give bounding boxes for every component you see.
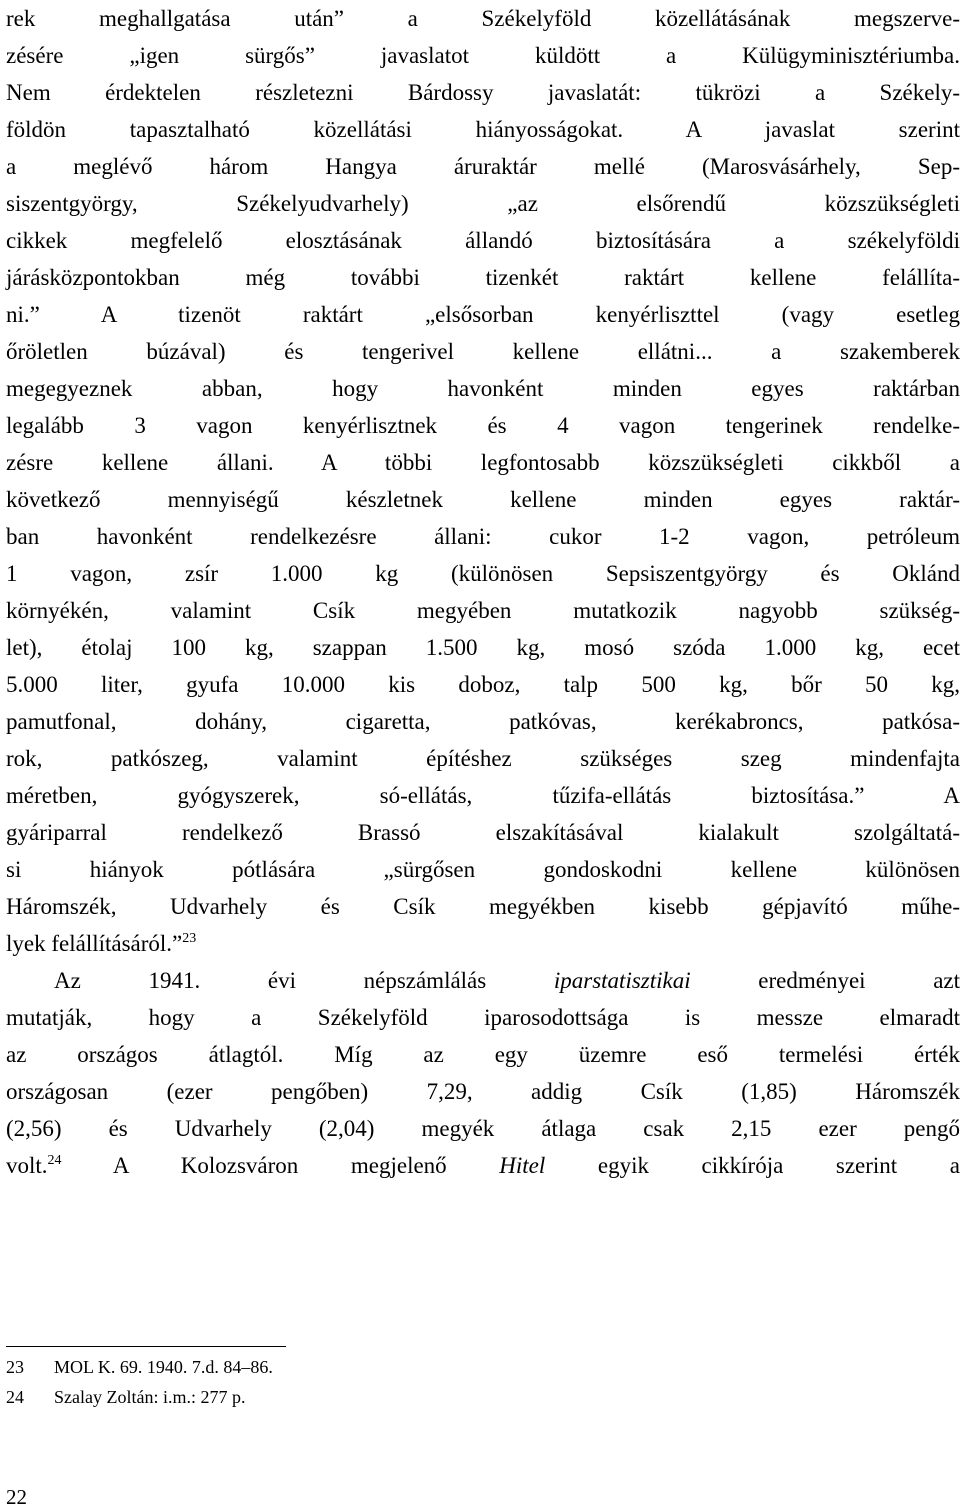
- text-line: az országos átlagtól. Míg az egy üzemre eső termelési érték: [6, 1042, 960, 1067]
- italic-title: Hitel: [499, 1153, 546, 1178]
- text-line: járásközpontokban még további tizenkét raktárt kellene felállíta-: [6, 265, 960, 290]
- text-line: országosan (ezer pengőben) 7,29, addig Csík (1,85) Háromszék: [6, 1079, 960, 1104]
- text-line: [6, 1147, 960, 1184]
- text-line: a meglévő három Hangya áruraktár mellé (Marosvásárhely, Sep-: [6, 154, 960, 179]
- text-line: méretben, gyógyszerek, só-ellátás, tűzifa-ellátás biztosítása.” A: [6, 783, 960, 808]
- text-line: 5.000 liter, gyufa 10.000 kis doboz, talp 500 kg, bőr 50 kg,: [6, 672, 960, 697]
- text-line: pamutfonal, dohány, cigaretta, patkóvas, kerékabroncs, patkósa-: [6, 709, 960, 734]
- text-line: földön tapasztalható közellátási hiányosságokat. A javaslat szerint: [6, 117, 960, 142]
- text-line: gyáriparral rendelkező Brassó elszakításával kialakult szolgáltatá-: [6, 820, 960, 845]
- page-number: 22: [6, 1485, 27, 1509]
- footnote-divider: [6, 1346, 286, 1347]
- text-line: ni.” A tizenöt raktárt „elsősorban kenyérliszttel (vagy esetleg: [6, 302, 960, 327]
- footnotes: [6, 1352, 273, 1412]
- text-line: legalább 3 vagon kenyérlisztnek és 4 vagon tengerinek rendelke-: [6, 413, 960, 438]
- footnote-number: 23: [6, 1357, 24, 1377]
- text-line: cikkek megfelelő elosztásának állandó biztosítására a székelyföldi: [6, 228, 960, 253]
- text-line: rok, patkószeg, valamint építéshez szükséges szeg mindenfajta: [6, 746, 960, 771]
- footnote-23: [6, 1352, 273, 1382]
- footnote-24: [6, 1382, 273, 1412]
- paragraph-2: [6, 962, 960, 1184]
- text-line: zésére „igen sürgős” javaslatot küldött a Külügyminisztériumba.: [6, 43, 960, 68]
- text-line: mutatják, hogy a Székelyföld iparosodottsága is messze elmaradt: [6, 1005, 960, 1030]
- text-line: ban havonként rendelkezésre állani: cukor 1-2 vagon, petróleum: [6, 524, 960, 549]
- paragraph-1: [6, 0, 960, 925]
- text-fragment: egyik cikkírója szerint a: [545, 1153, 960, 1178]
- footnote-ref-24[interactable]: 24: [47, 1153, 62, 1168]
- text-fragment: volt.: [6, 1153, 48, 1178]
- text-line: zésre kellene állani. A többi legfontosabb közszükségleti cikkből a: [6, 450, 960, 475]
- text-fragment: eredményei azt: [690, 968, 960, 993]
- text-line: siszentgyörgy, Székelyudvarhely) „az elsőrendű közszükségleti: [6, 191, 960, 216]
- text-line: következő mennyiségű készletnek kellene minden egyes raktár-: [6, 487, 960, 512]
- text-line: let), étolaj 100 kg, szappan 1.500 kg, mosó szóda 1.000 kg, ecet: [6, 635, 960, 660]
- page: [6, 0, 960, 1184]
- italic-term: iparstatisztikai: [553, 968, 691, 993]
- footnote-text: Szalay Zoltán: i.m.: 277 p.: [54, 1387, 246, 1407]
- footnote-text: MOL K. 69. 1940. 7.d. 84–86.: [54, 1357, 273, 1377]
- text-fragment: A Kolozsváron megjelenő: [61, 1153, 500, 1178]
- text-line: [6, 962, 960, 999]
- paragraph-1-last-line: [6, 925, 960, 962]
- text-line: Háromszék, Udvarhely és Csík megyékben kisebb gépjavító műhe-: [6, 894, 960, 919]
- main-text: [6, 0, 960, 1184]
- text-line: lyek felállításáról.”: [6, 931, 183, 956]
- text-line: környékén, valamint Csík megyében mutatkozik nagyobb szükség-: [6, 598, 960, 623]
- footnote-ref-23[interactable]: 23: [182, 931, 197, 946]
- text-line: Nem érdektelen részletezni Bárdossy javaslatát: tükrözi a Székely-: [6, 80, 960, 105]
- text-line: (2,56) és Udvarhely (2,04) megyék átlaga csak 2,15 ezer pengő: [6, 1116, 960, 1141]
- text-line: si hiányok pótlására „sürgősen gondoskodni kellene különösen: [6, 857, 960, 882]
- text-line: őröletlen búzával) és tengerivel kellene ellátni... a szakemberek: [6, 339, 960, 364]
- text-line: 1 vagon, zsír 1.000 kg (különösen Sepsiszentgyörgy és Oklánd: [6, 561, 960, 586]
- footnote-number: 24: [6, 1387, 24, 1407]
- text-line: megegyeznek abban, hogy havonként minden egyes raktárban: [6, 376, 960, 401]
- text-line: rek meghallgatása után” a Székelyföld közellátásának megszerve-: [6, 6, 960, 31]
- text-fragment: Az 1941. évi népszámlálás: [54, 968, 554, 993]
